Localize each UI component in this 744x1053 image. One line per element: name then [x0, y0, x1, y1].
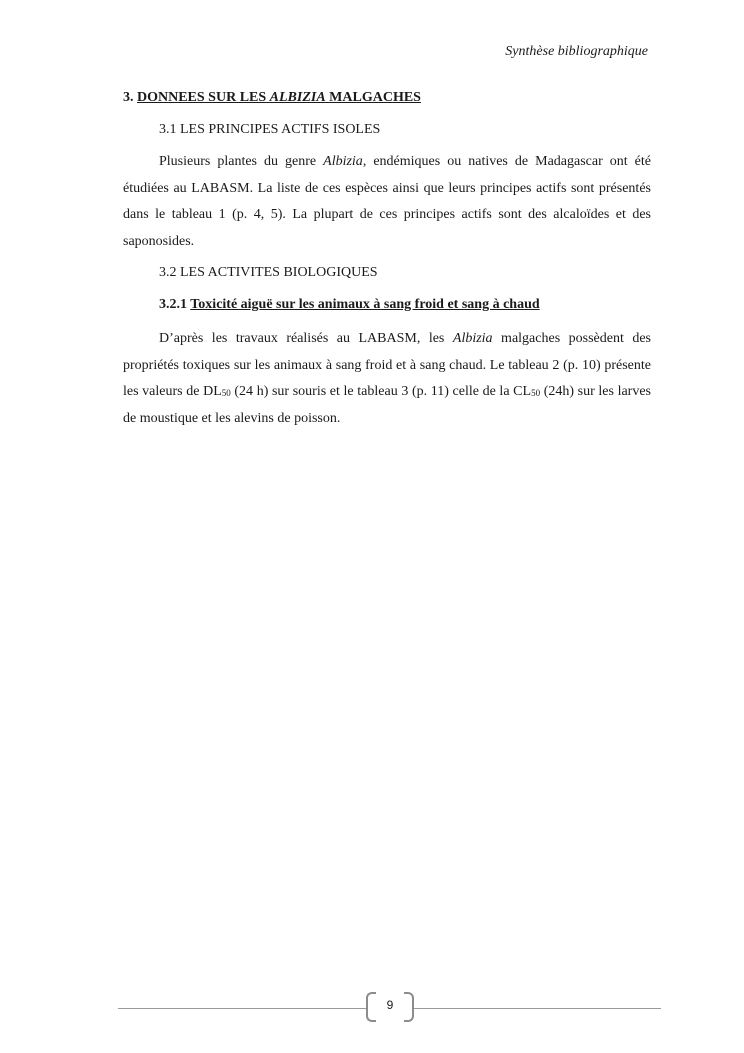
paragraph-principes-actifs: [123, 149, 651, 255]
footer-bracket-right: [404, 992, 414, 1022]
subsubsection-number: 3.2.1: [159, 297, 187, 312]
para2-text-c: (24 h) sur souris et le tableau 3 (p. 11) celle de la CL: [230, 384, 532, 399]
para1-genus: Albizia: [323, 154, 363, 169]
section-title-genus: ALBIZIA: [269, 90, 326, 105]
footer-rule-left: [118, 1008, 366, 1009]
subsubsection-heading-3-2-1: [159, 295, 651, 315]
section-heading: [123, 88, 651, 108]
section-title: [137, 90, 421, 105]
dl50-subscript: 50: [221, 388, 231, 398]
page-number: 9: [386, 998, 394, 1012]
paragraph-toxicite: [123, 326, 651, 432]
subsection-heading-3-1: 3.1 LES PRINCIPES ACTIFS ISOLES: [159, 122, 381, 137]
para1-text-b: , endémiques ou natives de Madagascar ont été étudiées au LABASM. La liste de ces espèces ainsi que leurs principes actifs sont présentés dans le tableau 1 (p. 4, 5). La plupart de ces principes actifs sont des alcaloïdes et des saponosides.: [123, 154, 651, 249]
section-title-part2: MALGACHES: [329, 90, 421, 105]
cl50-subscript: 50: [531, 388, 541, 398]
para2-text-a: D’après les travaux réalisés au LABASM, les: [159, 331, 453, 346]
para2-text-d: (24h) sur les larves de moustique et les alevins de poisson.: [123, 384, 652, 426]
running-header: Synthèse bibliographique: [505, 44, 648, 59]
subsection-heading-3-2: 3.2 LES ACTIVITES BIOLOGIQUES: [159, 265, 378, 280]
para2-genus: Albizia: [452, 331, 493, 346]
section-title-part1: DONNEES SUR LES: [137, 90, 267, 105]
section-number: 3.: [123, 90, 134, 105]
para2-text-b: malgaches possèdent des propriétés toxiques sur les animaux à sang froid et à sang chaud. Le tableau 2 (p. 10) présente les valeurs de DL: [123, 331, 651, 399]
subsubsection-title: Toxicité aiguë sur les animaux à sang froid et sang à chaud: [190, 297, 540, 312]
para1-text-a: Plusieurs plantes du genre: [159, 154, 324, 169]
footer-bracket-left: [366, 992, 376, 1022]
footer-rule-right: [414, 1008, 661, 1009]
page-body: [123, 88, 651, 432]
